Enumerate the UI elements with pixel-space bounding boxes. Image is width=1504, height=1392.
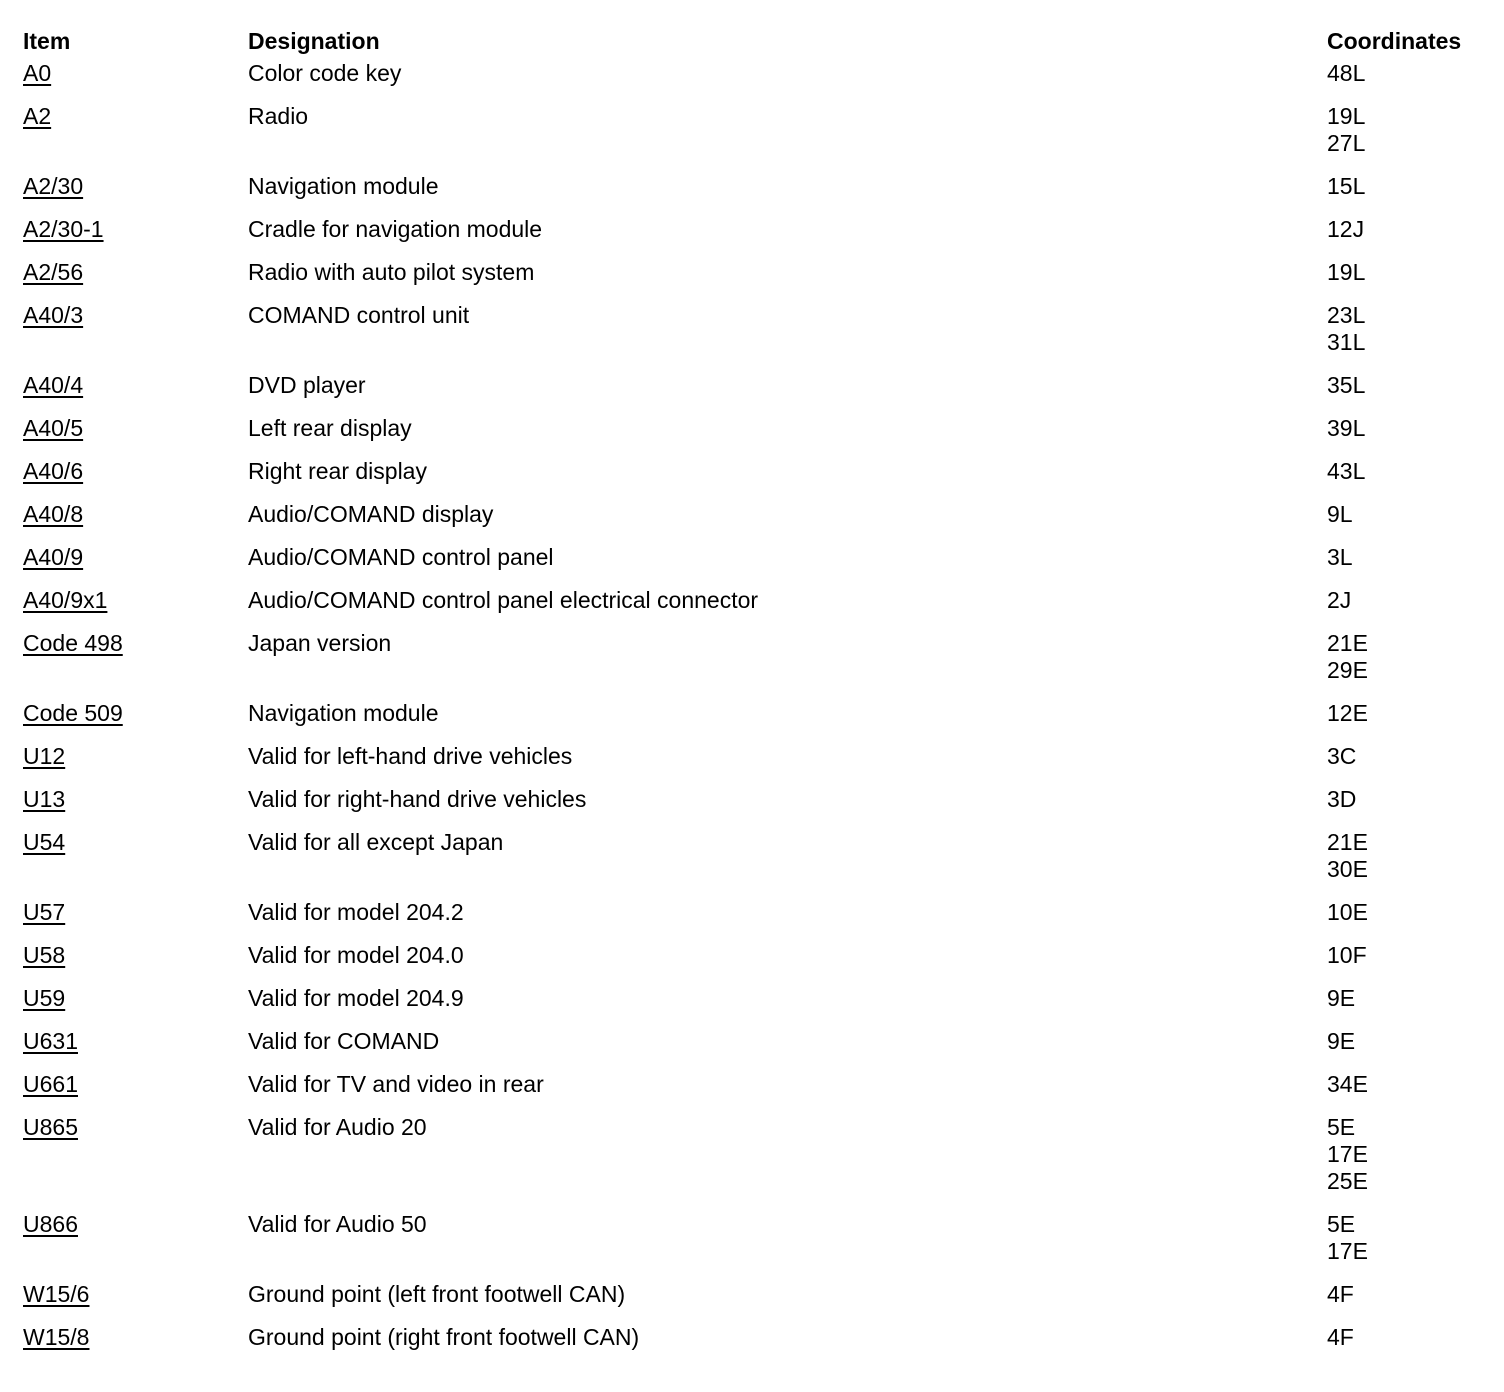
coordinates-cell bbox=[1327, 415, 1487, 458]
designation-cell: Right rear display bbox=[248, 458, 427, 484]
coordinate-value: 17E bbox=[1327, 1141, 1368, 1167]
table-row bbox=[23, 302, 1487, 372]
item-cell bbox=[23, 103, 248, 173]
item-cell bbox=[23, 700, 248, 743]
coordinates-cell bbox=[1327, 1211, 1487, 1281]
table-row bbox=[23, 829, 1487, 899]
item-cell bbox=[23, 1324, 248, 1367]
designation-cell: Valid for model 204.0 bbox=[248, 942, 464, 968]
item-cell bbox=[23, 743, 248, 786]
item-link[interactable]: U865 bbox=[23, 1114, 78, 1140]
item-link[interactable]: U661 bbox=[23, 1071, 78, 1097]
designation-cell: Valid for all except Japan bbox=[248, 829, 504, 855]
coordinate-value: 23L bbox=[1327, 302, 1366, 328]
table-row bbox=[23, 1281, 1487, 1324]
coordinate-value: 25E bbox=[1327, 1168, 1368, 1194]
coordinate-value: 31L bbox=[1327, 329, 1366, 355]
table-row bbox=[23, 899, 1487, 942]
coordinate-value: 5E bbox=[1327, 1114, 1356, 1140]
coordinates-cell bbox=[1327, 587, 1487, 630]
item-cell bbox=[23, 1211, 248, 1281]
item-cell bbox=[23, 829, 248, 899]
item-link[interactable]: U57 bbox=[23, 899, 66, 925]
designation-cell: Audio/COMAND control panel electrical connector bbox=[248, 587, 759, 613]
designation-cell: Valid for TV and video in rear bbox=[248, 1071, 544, 1097]
item-link[interactable]: A40/8 bbox=[23, 501, 84, 527]
table-row bbox=[23, 700, 1487, 743]
item-cell bbox=[23, 544, 248, 587]
designation-cell: Cradle for navigation module bbox=[248, 216, 543, 242]
coordinate-value: 3D bbox=[1327, 786, 1357, 812]
header-row bbox=[23, 28, 1487, 60]
designation-cell: Japan version bbox=[248, 630, 392, 656]
item-cell bbox=[23, 1028, 248, 1071]
coordinate-value: 19L bbox=[1327, 103, 1366, 129]
item-link[interactable]: A2/30 bbox=[23, 173, 84, 199]
coordinates-cell bbox=[1327, 103, 1487, 173]
coordinates-cell bbox=[1327, 259, 1487, 302]
coordinate-value: 12E bbox=[1327, 700, 1368, 726]
coordinate-value: 21E bbox=[1327, 829, 1368, 855]
coordinates-cell bbox=[1327, 372, 1487, 415]
designation-cell: Radio with auto pilot system bbox=[248, 259, 535, 285]
coordinate-value: 27L bbox=[1327, 130, 1366, 156]
designation-cell: Navigation module bbox=[248, 173, 439, 199]
coordinate-value: 48L bbox=[1327, 60, 1366, 86]
designation-cell: Valid for Audio 50 bbox=[248, 1211, 427, 1237]
table-row bbox=[23, 103, 1487, 173]
header-coordinates: Coordinates bbox=[1327, 28, 1462, 54]
designation-cell: Audio/COMAND display bbox=[248, 501, 494, 527]
header-item: Item bbox=[23, 28, 71, 54]
coordinate-value: 29E bbox=[1327, 657, 1368, 683]
coordinates-cell bbox=[1327, 743, 1487, 786]
item-link[interactable]: U54 bbox=[23, 829, 66, 855]
coordinate-value: 9E bbox=[1327, 985, 1356, 1011]
item-cell bbox=[23, 501, 248, 544]
designation-cell: Valid for right-hand drive vehicles bbox=[248, 786, 587, 812]
coordinates-cell bbox=[1327, 1114, 1487, 1211]
designation-cell: Valid for Audio 20 bbox=[248, 1114, 427, 1140]
item-cell bbox=[23, 302, 248, 372]
coordinates-cell bbox=[1327, 458, 1487, 501]
coordinate-value: 10F bbox=[1327, 942, 1367, 968]
item-link[interactable]: U58 bbox=[23, 942, 66, 968]
table-row bbox=[23, 630, 1487, 700]
item-link[interactable]: A40/9 bbox=[23, 544, 84, 570]
coordinate-value: 21E bbox=[1327, 630, 1368, 656]
coordinate-value: 39L bbox=[1327, 415, 1366, 441]
table-row bbox=[23, 1211, 1487, 1281]
coordinate-value: 30E bbox=[1327, 856, 1368, 882]
item-link[interactable]: U59 bbox=[23, 985, 66, 1011]
designation-cell: Valid for left-hand drive vehicles bbox=[248, 743, 573, 769]
table-row bbox=[23, 985, 1487, 1028]
designation-cell: Ground point (left front footwell CAN) bbox=[248, 1281, 626, 1307]
coordinates-cell bbox=[1327, 216, 1487, 259]
item-cell bbox=[23, 587, 248, 630]
table-row bbox=[23, 60, 1487, 103]
item-link[interactable]: A2/30-1 bbox=[23, 216, 104, 242]
coordinate-value: 10E bbox=[1327, 899, 1368, 925]
table-body bbox=[23, 60, 1487, 1367]
table-row bbox=[23, 372, 1487, 415]
coordinate-value: 43L bbox=[1327, 458, 1366, 484]
item-link[interactable]: U13 bbox=[23, 786, 66, 812]
item-link[interactable]: U631 bbox=[23, 1028, 78, 1054]
item-cell bbox=[23, 630, 248, 700]
item-cell bbox=[23, 173, 248, 216]
coordinates-cell bbox=[1327, 700, 1487, 743]
coordinates-cell bbox=[1327, 173, 1487, 216]
table-row bbox=[23, 743, 1487, 786]
coordinate-value: 15L bbox=[1327, 173, 1366, 199]
coordinate-value: 9E bbox=[1327, 1028, 1356, 1054]
item-cell bbox=[23, 60, 248, 103]
item-cell bbox=[23, 985, 248, 1028]
designation-cell: Left rear display bbox=[248, 415, 412, 441]
item-link[interactable]: Code 498 bbox=[23, 630, 123, 656]
coordinate-value: 17E bbox=[1327, 1238, 1368, 1264]
item-link[interactable]: A2/56 bbox=[23, 259, 84, 285]
coordinates-cell bbox=[1327, 1028, 1487, 1071]
coordinates-cell bbox=[1327, 899, 1487, 942]
coordinates-cell bbox=[1327, 302, 1487, 372]
table-row bbox=[23, 259, 1487, 302]
item-cell bbox=[23, 942, 248, 985]
coordinates-cell bbox=[1327, 630, 1487, 700]
item-link[interactable]: A40/6 bbox=[23, 458, 84, 484]
item-cell bbox=[23, 372, 248, 415]
coordinate-value: 3C bbox=[1327, 743, 1357, 769]
coordinates-cell bbox=[1327, 985, 1487, 1028]
coordinate-value: 4F bbox=[1327, 1324, 1354, 1350]
coordinates-cell bbox=[1327, 1324, 1487, 1367]
item-cell bbox=[23, 1281, 248, 1324]
coordinates-cell bbox=[1327, 1071, 1487, 1114]
table-row bbox=[23, 216, 1487, 259]
designation-cell: Color code key bbox=[248, 60, 402, 86]
item-cell bbox=[23, 216, 248, 259]
item-cell bbox=[23, 458, 248, 501]
item-cell bbox=[23, 259, 248, 302]
item-cell bbox=[23, 1071, 248, 1114]
designation-cell: Audio/COMAND control panel bbox=[248, 544, 554, 570]
table-row bbox=[23, 1324, 1487, 1367]
table-row bbox=[23, 1071, 1487, 1114]
coordinate-value: 9L bbox=[1327, 501, 1353, 527]
item-link[interactable]: A40/5 bbox=[23, 415, 84, 441]
coordinates-cell bbox=[1327, 1281, 1487, 1324]
table-row bbox=[23, 942, 1487, 985]
coordinates-cell bbox=[1327, 786, 1487, 829]
table-row bbox=[23, 173, 1487, 216]
coordinates-cell bbox=[1327, 942, 1487, 985]
item-link[interactable]: A40/3 bbox=[23, 302, 84, 328]
item-link[interactable]: U12 bbox=[23, 743, 66, 769]
coordinate-value: 19L bbox=[1327, 259, 1366, 285]
item-link[interactable]: A0 bbox=[23, 60, 52, 86]
designation-cell: DVD player bbox=[248, 372, 366, 398]
designation-cell: Valid for model 204.9 bbox=[248, 985, 464, 1011]
coordinates-cell bbox=[1327, 544, 1487, 587]
header-designation: Designation bbox=[248, 28, 380, 54]
coordinates-cell bbox=[1327, 829, 1487, 899]
coordinate-value: 12J bbox=[1327, 216, 1365, 242]
item-cell bbox=[23, 899, 248, 942]
table-header bbox=[23, 28, 1487, 60]
coordinates-cell bbox=[1327, 501, 1487, 544]
designation-cell: COMAND control unit bbox=[248, 302, 470, 328]
table-row bbox=[23, 501, 1487, 544]
coordinates-cell bbox=[1327, 60, 1487, 103]
item-link[interactable]: A2 bbox=[23, 103, 52, 129]
table-row bbox=[23, 1114, 1487, 1211]
item-cell bbox=[23, 1114, 248, 1211]
item-link[interactable]: W15/8 bbox=[23, 1324, 90, 1350]
table-row bbox=[23, 587, 1487, 630]
table-row bbox=[23, 458, 1487, 501]
table-row bbox=[23, 544, 1487, 587]
component-legend-table bbox=[23, 28, 1487, 1367]
coordinate-value: 2J bbox=[1327, 587, 1352, 613]
item-link[interactable]: Code 509 bbox=[23, 700, 123, 726]
designation-cell: Navigation module bbox=[248, 700, 439, 726]
coordinate-value: 35L bbox=[1327, 372, 1366, 398]
designation-cell: Ground point (right front footwell CAN) bbox=[248, 1324, 640, 1350]
coordinate-value: 4F bbox=[1327, 1281, 1354, 1307]
coordinate-value: 5E bbox=[1327, 1211, 1356, 1237]
item-link[interactable]: A40/4 bbox=[23, 372, 84, 398]
item-cell bbox=[23, 415, 248, 458]
designation-cell: Valid for COMAND bbox=[248, 1028, 440, 1054]
item-link[interactable]: W15/6 bbox=[23, 1281, 90, 1307]
table-row bbox=[23, 786, 1487, 829]
item-link[interactable]: U866 bbox=[23, 1211, 78, 1237]
item-link[interactable]: A40/9x1 bbox=[23, 587, 108, 613]
designation-cell: Valid for model 204.2 bbox=[248, 899, 464, 925]
designation-cell: Radio bbox=[248, 103, 309, 129]
table-row bbox=[23, 1028, 1487, 1071]
item-cell bbox=[23, 786, 248, 829]
coordinate-value: 3L bbox=[1327, 544, 1353, 570]
table-row bbox=[23, 415, 1487, 458]
coordinate-value: 34E bbox=[1327, 1071, 1368, 1097]
